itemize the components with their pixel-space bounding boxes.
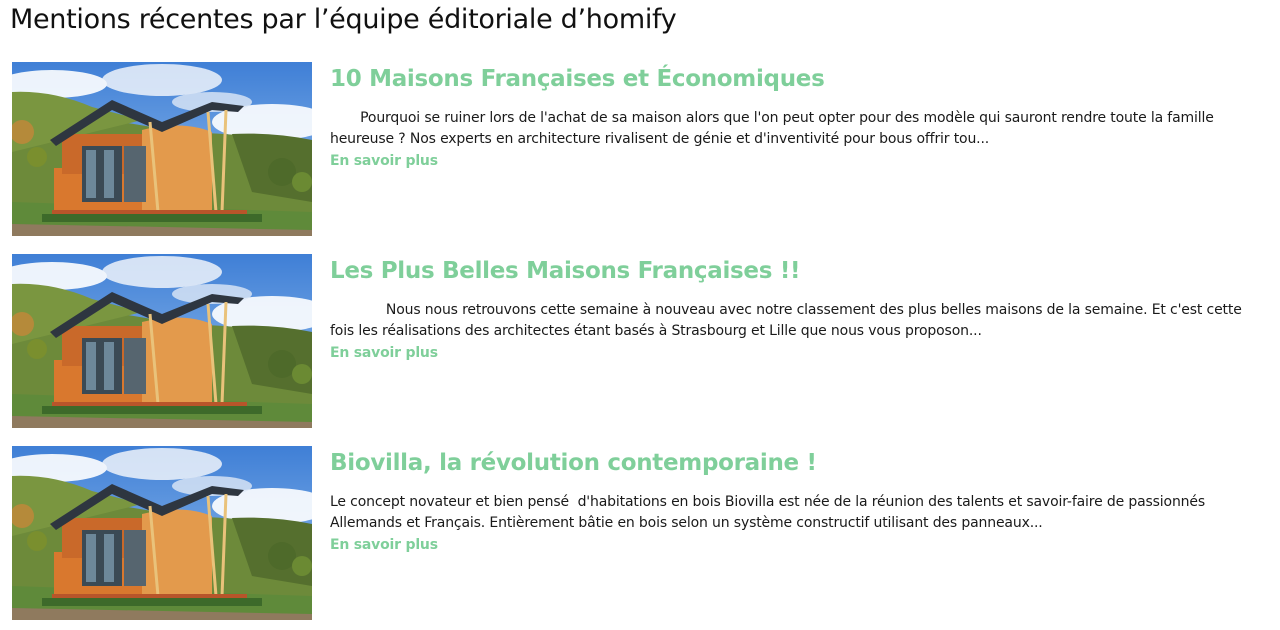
article-excerpt: Le concept novateur et bien pensé d'habitations en bois Biovilla est née de la réunion des talents et savoir-faire de passionnés Allemands et Français. Entièrement bâtie en bois selon un système constructif utilisant des panneaux... — [330, 494, 1210, 531]
article-thumbnail-image[interactable] — [12, 254, 312, 428]
read-more-link[interactable]: En savoir plus — [330, 537, 438, 553]
article-card — [12, 62, 1268, 237]
house-photo-icon — [12, 446, 312, 620]
page-title: Mentions récentes par l’équipe éditoriale d’homify — [10, 4, 677, 35]
article-title-link[interactable]: Biovilla, la révolution contemporaine ! — [330, 450, 817, 476]
article-card — [12, 446, 1268, 621]
article-excerpt: Nous nous retrouvons cette semaine à nouveau avec notre classement des plus belles maisons de la semaine. Et c'est cette fois les réalisations des architectes étant basés à Strasbourg et Lille que nous vous proposon... — [330, 302, 1246, 339]
house-photo-icon — [12, 254, 312, 428]
house-photo-icon — [12, 62, 312, 236]
article-thumbnail-image[interactable] — [12, 62, 312, 236]
article-content — [330, 62, 1260, 169]
article-excerpt: Pourquoi se ruiner lors de l'achat de sa maison alors que l'on peut opter pour des modèle qui sauront rendre toute la famille heureuse ? Nos experts en architecture rivalisent de génie et d'inventivité pour bous offrir tou... — [330, 110, 1218, 147]
article-content — [330, 446, 1260, 553]
article-card — [12, 254, 1268, 429]
article-title-link[interactable]: 10 Maisons Françaises et Économiques — [330, 66, 825, 92]
article-thumbnail-image[interactable] — [12, 446, 312, 620]
article-content — [330, 254, 1260, 361]
read-more-link[interactable]: En savoir plus — [330, 153, 438, 169]
article-title-link[interactable]: Les Plus Belles Maisons Françaises !! — [330, 258, 801, 284]
read-more-link[interactable]: En savoir plus — [330, 345, 438, 361]
